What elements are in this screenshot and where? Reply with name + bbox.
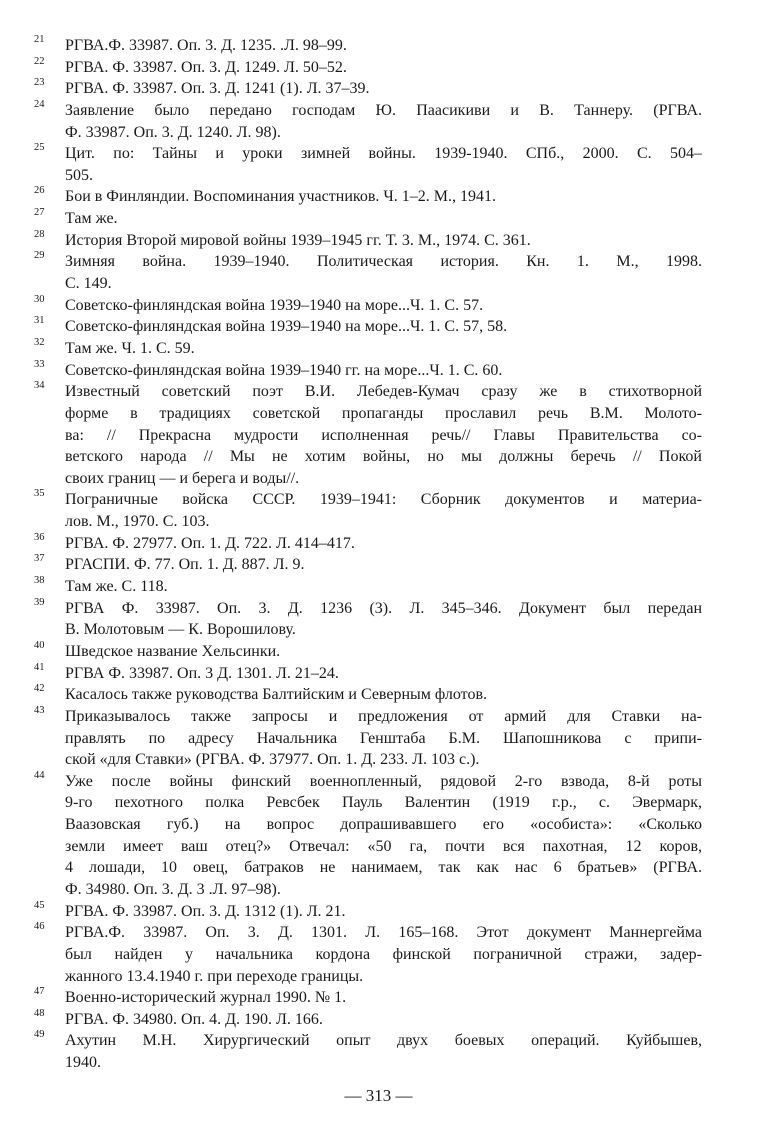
endnote-text-line: История Второй мировой войны 1939–1945 гг. Т. 3. М., 1974. С. 361. <box>65 231 531 249</box>
endnote-number: 49 <box>34 1029 45 1041</box>
endnote-number: 41 <box>34 661 45 673</box>
endnote-number: 46 <box>34 921 45 933</box>
endnote-text-line: Заявление было передано господам Ю. Паасикиви и В. Таннеру. (РГВА. <box>65 101 702 119</box>
endnote-36 <box>34 533 704 555</box>
endnote-text-line: Ваазовская губ.) на вопрос допрашивавшего его «особиста»: «Сколько <box>65 816 702 834</box>
endnote-30 <box>34 295 704 317</box>
endnote-35 <box>34 489 704 532</box>
endnote-number: 21 <box>34 34 45 45</box>
endnote-number: 23 <box>34 77 45 89</box>
endnote-text-line: Там же. С. 118. <box>65 578 168 596</box>
endnote-text-line: РГВА Ф. 33987. Оп. 3. Д. 1236 (3). Л. 345–346. Документ был передан <box>65 599 702 617</box>
endnote-text-line: 9-го пехотного полка Ревсбек Пауль Валентин (1919 г.р., с. Эвермарк, <box>65 794 702 812</box>
endnote-34 <box>34 381 704 489</box>
endnote-text-line: РГВА. Ф. 33987. Оп. 3. Д. 1312 (1). Л. 21. <box>65 902 346 920</box>
endnote-text-line: РГВА.Ф. 33987. Оп. 3. Д. 1301. Л. 165–168. Этот документ Маннергейма <box>65 924 702 942</box>
endnote-text-line: РГАСПИ. Ф. 77. Оп. 1. Д. 887. Л. 9. <box>65 556 305 574</box>
endnote-number: 47 <box>34 986 45 998</box>
endnote-text-line: РГВА.Ф. 33987. Оп. 3. Д. 1235. .Л. 98–99. <box>65 37 347 54</box>
endnotes-list <box>34 35 704 1074</box>
endnote-number: 42 <box>34 683 45 695</box>
endnote-number: 43 <box>34 704 45 716</box>
endnote-text-line: жанного 13.4.1940 г. при переходе границы. <box>65 967 364 985</box>
endnote-text-line: Бои в Финляндии. Воспоминания участников. Ч. 1–2. М., 1941. <box>65 188 497 206</box>
endnote-text-line: Цит. по: Тайны и уроки зимней войны. 1939-1940. СПб., 2000. С. 504– <box>65 145 702 163</box>
endnote-38 <box>34 576 704 598</box>
endnote-46 <box>34 922 704 987</box>
endnote-number: 26 <box>34 185 45 197</box>
endnote-text-line: РГВА Ф. 33987. Оп. 3 Д. 1301. Л. 21–24. <box>65 664 339 682</box>
endnote-number: 33 <box>34 358 45 370</box>
page-number: — 313 — <box>344 1086 413 1105</box>
endnote-28 <box>34 230 704 252</box>
endnote-number: 25 <box>34 142 45 154</box>
endnote-49 <box>34 1030 704 1073</box>
endnote-text-line: Известный советский поэт В.И. Лебедев-Кумач сразу же в стихотворной <box>65 383 702 401</box>
endnote-text-line: лов. М., 1970. С. 103. <box>65 513 210 531</box>
endnote-number: 34 <box>34 380 45 392</box>
endnote-45 <box>34 901 704 923</box>
endnote-29 <box>34 251 704 294</box>
endnote-number: 38 <box>34 575 45 587</box>
endnote-text-line: правлять по адресу Начальника Генштаба Б.М. Шапошникова с припи- <box>65 729 702 747</box>
endnote-text-line: форме в традициях советской пропаганды прославил речь В.М. Молото- <box>65 404 702 422</box>
endnote-text-line: 505. <box>65 166 93 184</box>
endnote-number: 40 <box>34 639 45 651</box>
endnote-text-line: РГВА. Ф. 33987. Оп. 3. Д. 1249. Л. 50–52. <box>65 58 347 76</box>
endnote-number: 27 <box>34 207 45 219</box>
endnote-43 <box>34 706 704 771</box>
endnote-text-line: ской «для Ставки» (РГВА. Ф. 37977. Оп. 1. Д. 233. Л. 103 с.). <box>65 751 480 769</box>
endnote-37 <box>34 554 704 576</box>
endnote-24 <box>34 100 704 143</box>
endnote-text-line: был найден у начальника кордона финской пограничной стражи, задер- <box>65 945 702 963</box>
endnote-text-line: земли имеет ваш отец?» Отвечал: «50 га, почти вся пахотная, 12 коров, <box>65 837 702 855</box>
endnote-text-line: Приказывалось также запросы и предложения от армий для Ставки на- <box>65 707 702 725</box>
endnote-text-line: Шведское название Хельсинки. <box>65 642 281 660</box>
endnote-text-line: РГВА. Ф. 27977. Оп. 1. Д. 722. Л. 414–417. <box>65 534 355 552</box>
endnote-text-line: Военно-исторический журнал 1990. № 1. <box>65 989 347 1007</box>
endnote-text-line: Ф. 33987. Оп. 3. Д. 1240. Л. 98). <box>65 123 281 141</box>
endnote-number: 30 <box>34 293 45 305</box>
endnote-text-line: Касалось также руководства Балтийским и Северным флотов. <box>65 686 488 704</box>
endnote-39 <box>34 598 704 641</box>
endnote-25 <box>34 143 704 186</box>
endnote-32 <box>34 338 704 360</box>
endnote-number: 39 <box>34 596 45 608</box>
endnote-text-line: 4 лошади, 10 овец, батраков не нанимаем, так как нас 6 братьев» (РГВА. <box>65 859 702 877</box>
endnote-40 <box>34 641 704 663</box>
endnote-number: 29 <box>34 250 45 262</box>
endnote-text-line: 1940. <box>65 1054 101 1072</box>
endnote-text-line: Зимняя война. 1939–1940. Политическая история. Кн. 1. М., 1998. <box>65 253 702 271</box>
endnote-number: 28 <box>34 228 45 240</box>
endnote-number: 31 <box>34 315 45 327</box>
endnote-47 <box>34 987 704 1009</box>
endnote-27 <box>34 208 704 230</box>
endnote-41 <box>34 663 704 685</box>
endnote-31 <box>34 316 704 338</box>
endnote-42 <box>34 684 704 706</box>
endnote-text-line: РГВА. Ф. 33987. Оп. 3. Д. 1241 (1). Л. 37–39. <box>65 80 370 98</box>
endnote-text-line: ветского народа // Мы не хотим войны, но мы должны беречь // Покой <box>65 448 702 466</box>
endnote-44 <box>34 771 704 901</box>
endnote-number: 37 <box>34 553 45 565</box>
endnote-number: 48 <box>34 1007 45 1019</box>
endnote-text-line: Советско-финляндская война 1939–1940 на море...Ч. 1. С. 57. <box>65 296 484 314</box>
endnote-21 <box>34 35 704 57</box>
endnote-text-line: Там же. Ч. 1. С. 59. <box>65 339 195 357</box>
endnote-text-line: Уже после войны финский военнопленный, рядовой 2-го взвода, 8-й роты <box>65 772 702 790</box>
endnote-number: 22 <box>34 55 45 67</box>
endnote-text-line: Там же. <box>65 210 118 228</box>
endnote-number: 45 <box>34 899 45 911</box>
endnote-text-line: В. Молотовым — К. Ворошилову. <box>65 621 296 639</box>
endnote-text-line: Советско-финляндская война 1939–1940 на море...Ч. 1. С. 57, 58. <box>65 318 508 336</box>
endnote-48 <box>34 1009 704 1031</box>
endnote-33 <box>34 360 704 382</box>
endnote-number: 24 <box>34 98 45 110</box>
endnote-number: 44 <box>34 769 45 781</box>
endnote-26 <box>34 186 704 208</box>
endnote-text-line: Советско-финляндская война 1939–1940 гг. на море...Ч. 1. С. 60. <box>65 361 503 379</box>
endnote-22 <box>34 57 704 79</box>
endnote-text-line: Ф. 34980. Оп. 3. Д. 3 .Л. 97–98). <box>65 880 281 898</box>
endnote-text-line: Пограничные войска СССР. 1939–1941: Сборник документов и материа- <box>65 491 702 509</box>
endnote-number: 36 <box>34 531 45 543</box>
endnote-number: 35 <box>34 488 45 500</box>
endnote-text-line: Ахутин М.Н. Хирургический опыт двух боевых операций. Куйбышев, <box>65 1032 702 1050</box>
endnote-23 <box>34 78 704 100</box>
endnote-number: 32 <box>34 336 45 348</box>
endnote-text-line: РГВА. Ф. 34980. Оп. 4. Д. 190. Л. 166. <box>65 1010 323 1028</box>
endnote-text-line: ва: // Прекрасна мудрости исполненная речь// Главы Правительства со- <box>65 426 702 444</box>
endnote-text-line: С. 149. <box>65 275 112 293</box>
endnote-text-line: своих границ — и берега и воды//. <box>65 469 300 487</box>
